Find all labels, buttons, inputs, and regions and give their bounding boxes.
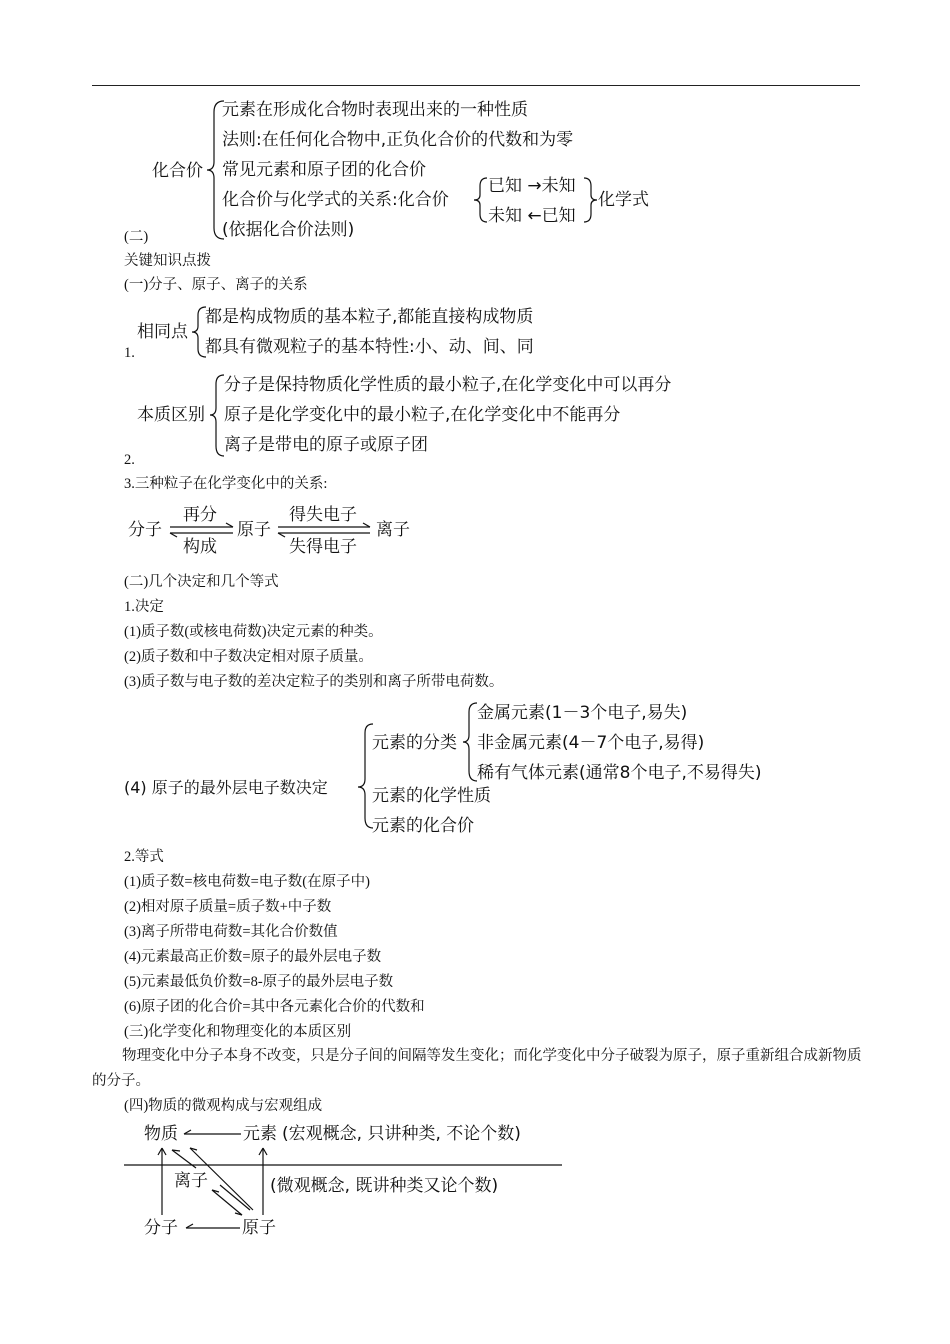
micro-molecule: 分子 <box>144 1218 178 1238</box>
valence-item-3: 常见元素和原子团的化合价 <box>222 160 426 180</box>
section-title: 关键知识点拨 <box>124 253 211 269</box>
flow-top1: 再分 <box>183 505 217 525</box>
relation-unknown-from-known: 未知 ←已知 <box>488 206 576 226</box>
decide-title: 1.决定 <box>124 599 164 615</box>
label-two: (二) <box>124 229 149 245</box>
outer-brace <box>358 724 373 828</box>
valence-item-1: 元素在形成化合物时表现出来的一种性质 <box>222 100 528 120</box>
similarity-item-1: 都是构成物质的基本粒子,都能直接构成物质 <box>205 307 534 327</box>
relation-brace-right <box>584 178 597 222</box>
flow-molecule: 分子 <box>128 520 162 540</box>
relation3-title: 3.三种粒子在化学变化中的关系: <box>124 476 328 492</box>
equal-4: (4)元素最高正价数=原子的最外层电子数 <box>124 949 382 965</box>
essence-item-1: 分子是保持物质化学性质的最小粒子,在化学变化中可以再分 <box>224 375 672 395</box>
outer-classify: 元素的分类 <box>372 733 457 753</box>
relation-brace-left <box>474 178 487 222</box>
essence-brace <box>210 375 224 456</box>
essence-item-3: 离子是带电的原子或原子团 <box>224 435 428 455</box>
flow-top2: 得失电子 <box>289 505 357 525</box>
equal-1: (1)质子数=核电荷数=电子数(在原子中) <box>124 874 370 890</box>
valence-item-5: (依据化合价法则) <box>222 220 355 240</box>
outer-class-noble: 稀有气体元素(通常8个电子,不易得失) <box>477 763 762 783</box>
valence-item-4: 化合价与化学式的关系:化合价 <box>222 190 449 210</box>
sub4-title: (四)物质的微观构成与宏观组成 <box>124 1098 323 1114</box>
relation-result: 化学式 <box>598 190 649 210</box>
sub3-title: (三)化学变化和物理变化的本质区别 <box>124 1024 352 1040</box>
micro-substance: 物质 <box>144 1124 178 1144</box>
outer-label: (4) 原子的最外层电子数决定 <box>124 778 328 797</box>
micro-element: 元素 <box>243 1124 277 1144</box>
similarity-brace <box>192 307 206 357</box>
outer-class-nonmetal: 非金属元素(4－7个电子,易得) <box>477 733 705 753</box>
equal-3: (3)离子所带电荷数=其化合价数值 <box>124 924 338 940</box>
outer-class-metal: 金属元素(1－3个电子,易失) <box>477 703 688 723</box>
flow-bottom1: 构成 <box>183 537 217 557</box>
sub3-paragraph: 物理变化中分子本身不改变，只是分子间的间隔等发生变化；而化学变化中分子破裂为原子，原子重新组合成新物质的分子。 <box>92 1048 862 1089</box>
relation-known-to-unknown: 已知 →未知 <box>488 176 576 196</box>
essence-item-2: 原子是化学变化中的最小粒子,在化学变化中不能再分 <box>224 405 621 425</box>
micro-ion: 离子 <box>174 1171 208 1191</box>
decide-2: (2)质子数和中子数决定相对原子质量。 <box>124 649 373 665</box>
equal-5: (5)元素最低负价数=8-原子的最外层电子数 <box>124 974 394 990</box>
similarity-num: 1. <box>124 345 135 361</box>
valence-item-2: 法则:在任何化合物中,正负化合价的代数和为零 <box>222 130 574 150</box>
similarity-item-2: 都具有微观粒子的基本特性:小、动、间、同 <box>205 337 534 357</box>
flow-bottom2: 失得电子 <box>289 537 357 557</box>
micro-micro-note: (微观概念, 既讲种类又论个数) <box>270 1176 499 1196</box>
similarity-label: 相同点 <box>137 322 188 342</box>
flow-ion: 离子 <box>376 520 410 540</box>
flow-atom: 原子 <box>237 520 271 540</box>
equal-2: (2)相对原子质量=质子数+中子数 <box>124 899 332 915</box>
equal-6: (6)原子团的化合价=其中各元素化合价的代数和 <box>124 999 425 1015</box>
equal-title: 2.等式 <box>124 849 164 865</box>
classify-brace <box>463 703 477 781</box>
essence-num: 2. <box>124 452 135 468</box>
essence-label: 本质区别 <box>137 405 205 425</box>
outer-valence: 元素的化合价 <box>372 816 474 836</box>
sub2-title: (二)几个决定和几个等式 <box>124 574 279 590</box>
decide-1: (1)质子数(或核电荷数)决定元素的种类。 <box>124 624 383 640</box>
micro-macro-note: (宏观概念, 只讲种类, 不论个数) <box>282 1124 521 1144</box>
sub1-title: (一)分子、原子、离子的关系 <box>124 277 308 293</box>
decide-3: (3)质子数与电子数的差决定粒子的类别和离子所带电荷数。 <box>124 674 504 690</box>
valence-label: 化合价 <box>152 161 203 181</box>
micro-atom: 原子 <box>242 1218 276 1238</box>
outer-chem-prop: 元素的化学性质 <box>372 786 491 806</box>
